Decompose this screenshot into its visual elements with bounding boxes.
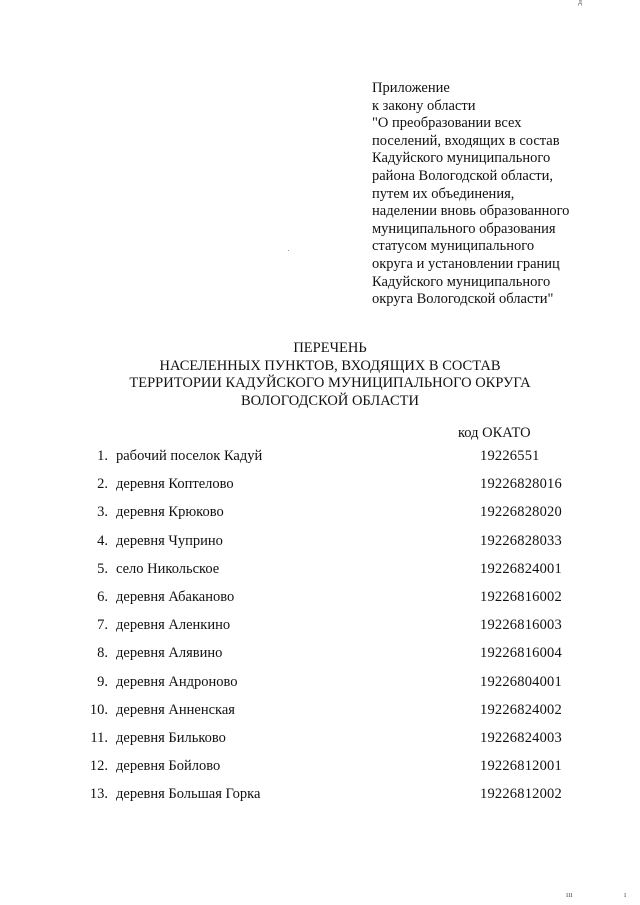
settlement-name: деревня Алявино [116,645,223,662]
okato-code: 19226812002 [480,786,562,803]
item-number: 2. [97,476,108,493]
appendix-line: статусом муниципального [372,238,535,255]
okato-code: 19226816002 [480,588,562,605]
item-number: 11. [90,729,108,746]
list-item [0,476,640,504]
okato-code: 19226816004 [480,645,562,662]
item-number: 10. [89,701,108,718]
settlement-name: деревня Большая Горка [116,786,261,803]
title-line: ВОЛОГОДСКОЙ ОБЛАСТИ [241,392,419,409]
scan-mark-top: д [578,0,583,6]
appendix-line: наделении вновь образованного [372,203,570,220]
appendix-line: района Вологодской области, [372,167,554,184]
appendix-line: путем их объединения, [372,185,515,202]
appendix-line: муниципального образования [372,220,556,237]
settlement-name: село Никольское [116,560,220,577]
scan-speck [288,250,289,251]
settlement-name: деревня Аленкино [116,617,231,634]
settlement-list [0,448,640,814]
list-item [0,786,640,814]
item-number: 13. [89,786,108,803]
item-number: 5. [97,560,108,577]
list-item [0,617,640,645]
item-number: 4. [97,532,108,549]
item-number: 9. [97,673,108,690]
settlement-name: деревня Чуприно [116,532,223,549]
appendix-line: к закону области [372,97,476,114]
scan-mark-bottom-right: ı [624,890,627,899]
settlement-name: деревня Абаканово [116,588,235,605]
okato-column-header: код ОКАТО [458,425,531,441]
list-item [0,758,640,786]
item-number: 8. [97,645,108,662]
list-item [0,561,640,589]
item-number: 7. [97,617,108,634]
list-item [0,448,640,476]
okato-code: 19226824002 [480,701,562,718]
item-number: 3. [97,504,108,521]
settlement-name: деревня Коптелово [116,476,234,493]
appendix-line: Кадуйского муниципального [372,273,551,290]
appendix-block [372,80,612,309]
okato-code: 19226816003 [480,617,562,634]
okato-code: 19226812001 [480,758,562,775]
title-line: НАСЕЛЕННЫХ ПУНКТОВ, ВХОДЯЩИХ В СОСТАВ [159,357,501,374]
list-item [0,730,640,758]
list-item [0,504,640,532]
document-title [60,340,600,410]
scan-mark-bottom-left: ııı [566,890,573,899]
settlement-name: деревня Анненская [116,701,235,718]
okato-code: 19226828020 [480,504,562,521]
title-line: ПЕРЕЧЕНЬ [293,340,367,356]
settlement-name: деревня Крюково [116,504,224,521]
list-item [0,674,640,702]
appendix-line: округа и установлении границ [372,255,560,272]
appendix-line: поселений, входящих в состав [372,132,560,149]
list-item [0,702,640,730]
appendix-line: округа Вологодской области" [372,291,554,308]
settlement-name: деревня Бильково [116,729,226,746]
okato-code: 19226804001 [480,673,562,690]
item-number: 1. [97,448,108,464]
list-item [0,645,640,673]
list-item [0,533,640,561]
appendix-line: "О преобразовании всех [372,115,522,132]
okato-code: 19226551 [480,448,540,464]
settlement-name: деревня Андроново [116,673,238,690]
appendix-line: Приложение [372,80,450,96]
settlement-name: рабочий поселок Кадуй [116,448,263,464]
okato-code: 19226828016 [480,476,562,493]
okato-code: 19226824001 [480,560,562,577]
settlement-name: деревня Бойлово [116,758,221,775]
item-number: 6. [97,588,108,605]
appendix-line: Кадуйского муниципального [372,150,551,167]
okato-code: 19226828033 [480,532,562,549]
item-number: 12. [89,758,108,775]
okato-code: 19226824003 [480,729,562,746]
list-item [0,589,640,617]
title-line: ТЕРРИТОРИИ КАДУЙСКОГО МУНИЦИПАЛЬНОГО ОКРУГА [129,375,531,391]
